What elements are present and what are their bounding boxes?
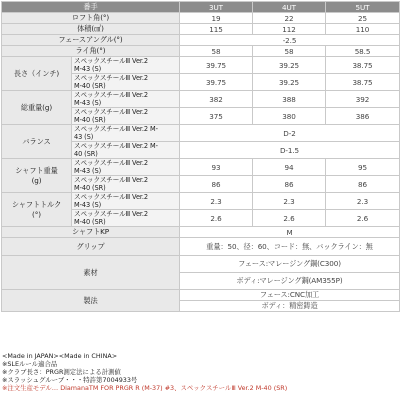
volume-4ut: 112: [253, 24, 326, 35]
row-length-s: [2, 57, 400, 74]
manufacturing-body: ボディ：精密鋳造: [180, 301, 400, 312]
shaft-kp-label: シャフトKP: [2, 227, 180, 238]
label-line1: シャフト重量: [15, 166, 58, 175]
weight-s-3ut: 382: [180, 91, 253, 108]
shaft-name-line2: M-40 (SR): [74, 184, 106, 192]
weight-shaft-s: [72, 91, 180, 108]
weight-s-5ut: 392: [326, 91, 400, 108]
material-body: ボディ:マレージング鋼(AM355P): [180, 273, 400, 290]
shaft-name-line1: スペックスチールⅢ Ver.2: [74, 108, 149, 116]
sle-note: ※SLEルール適合品: [2, 360, 58, 369]
label-line1: シャフトトルク: [11, 200, 62, 209]
header-model-5ut: 5UT: [326, 2, 400, 13]
shaft-torque-s-4ut: 2.3: [253, 193, 326, 210]
lie-label: ライ角(°): [2, 46, 180, 57]
measure-note: ※クラブ長さ：PRGR測定法による計測値: [2, 368, 121, 377]
row-grip: [2, 238, 400, 256]
row-weight-s: [2, 91, 400, 108]
label-line2: (g): [31, 176, 42, 185]
weight-sr-5ut: 386: [326, 108, 400, 125]
shaft-name-line1: スペックスチールⅢ Ver.2 M-: [74, 142, 158, 150]
shaft-weight-shaft-sr: [72, 176, 180, 193]
volume-3ut: 115: [180, 24, 253, 35]
custom-order-note: ※注文生産モデル… DiamanaTM FOR PRGR R (M-37) #3、スペックスチールⅢ Ver.2 M-40 (SR): [2, 384, 288, 393]
balance-sr-value: D-1.5: [180, 142, 400, 159]
shaft-name-line2: M-43 (S): [74, 99, 102, 107]
shaft-torque-sr-4ut: 2.6: [253, 210, 326, 227]
shaft-name-line2: M-40 (SR): [74, 218, 106, 226]
length-shaft-sr: [72, 74, 180, 91]
shaft-weight-sr-5ut: 86: [326, 176, 400, 193]
volume-5ut: 110: [326, 24, 400, 35]
length-s-4ut: 39.25: [253, 57, 326, 74]
footnotes: [2, 352, 398, 392]
shaft-name-line2: 40 (SR): [74, 150, 98, 158]
grip-value: 重量：50、径：60、コード：無、バックライン：無: [180, 238, 400, 256]
balance-s-value: D-2: [180, 125, 400, 142]
length-label: 長さ（インチ): [2, 57, 72, 91]
shaft-name-line1: スペックスチールⅢ Ver.2: [74, 159, 149, 167]
manufacturing-label: 製法: [2, 290, 180, 312]
length-s-5ut: 38.75: [326, 57, 400, 74]
shaft-name-line1: スペックスチールⅢ Ver.2: [74, 57, 149, 65]
patent-note: ※スラッシュグルーブ・・・特許第7004933号: [2, 376, 138, 385]
row-shaft-weight-s: [2, 159, 400, 176]
shaft-weight-sr-3ut: 86: [180, 176, 253, 193]
weight-shaft-sr: [72, 108, 180, 125]
shaft-name-line2: 43 (S): [74, 133, 94, 141]
shaft-torque-sr-3ut: 2.6: [180, 210, 253, 227]
manufacturing-face: フェース:CNC加工: [180, 290, 400, 301]
weight-sr-4ut: 380: [253, 108, 326, 125]
shaft-kp-value: M: [180, 227, 400, 238]
shaft-name-line1: スペックスチールⅢ Ver.2: [74, 193, 149, 201]
shaft-name-line1: スペックスチールⅢ Ver.2: [74, 74, 149, 82]
row-shaft-torque-s: [2, 193, 400, 210]
material-label: 素材: [2, 256, 180, 290]
grip-label: グリップ: [2, 238, 180, 256]
shaft-torque-s-5ut: 2.3: [326, 193, 400, 210]
shaft-torque-shaft-sr: [72, 210, 180, 227]
weight-sr-3ut: 375: [180, 108, 253, 125]
spec-table: [1, 1, 400, 312]
shaft-name-line2: M-40 (SR): [74, 82, 106, 90]
balance-shaft-sr: [72, 142, 180, 159]
weight-label: 総重量(g): [2, 91, 72, 125]
loft-4ut: 22: [253, 13, 326, 24]
row-manufacturing-1: [2, 290, 400, 301]
length-sr-4ut: 39.25: [253, 74, 326, 91]
shaft-weight-s-3ut: 93: [180, 159, 253, 176]
face-angle-value: -2.5: [180, 35, 400, 46]
shaft-name-line2: M-43 (S): [74, 65, 102, 73]
row-balance-s: [2, 125, 400, 142]
shaft-name-line2: M-43 (S): [74, 201, 102, 209]
shaft-weight-sr-4ut: 86: [253, 176, 326, 193]
shaft-name-line2: M-43 (S): [74, 167, 102, 175]
shaft-name-line1: スペックスチールⅢ Ver.2: [74, 91, 149, 99]
length-sr-3ut: 39.75: [180, 74, 253, 91]
row-loft: [2, 13, 400, 24]
balance-label: バランス: [2, 125, 72, 159]
loft-3ut: 19: [180, 13, 253, 24]
loft-5ut: 25: [326, 13, 400, 24]
length-s-3ut: 39.75: [180, 57, 253, 74]
shaft-name-line1: スペックスチールⅢ Ver.2 M-: [74, 125, 158, 133]
shaft-weight-label: [2, 159, 72, 193]
face-angle-label: フェースアングル(°): [2, 35, 180, 46]
header-row: [2, 2, 400, 13]
made-in-note: <Made in JAPAN><Made in CHINA>: [2, 352, 118, 360]
header-model-3ut: 3UT: [180, 2, 253, 13]
lie-3ut: 58: [180, 46, 253, 57]
shaft-name-line2: M-40 (SR): [74, 116, 106, 124]
material-face: フェース:マレージング鋼(C300): [180, 256, 400, 273]
shaft-torque-label: [2, 193, 72, 227]
lie-4ut: 58: [253, 46, 326, 57]
loft-label: ロフト角(°): [2, 13, 180, 24]
volume-label: 体積(㎤): [2, 24, 180, 35]
row-lie: [2, 46, 400, 57]
shaft-weight-shaft-s: [72, 159, 180, 176]
shaft-weight-s-4ut: 94: [253, 159, 326, 176]
balance-shaft-s: [72, 125, 180, 142]
row-material-1: [2, 256, 400, 273]
row-face-angle: [2, 35, 400, 46]
shaft-torque-sr-5ut: 2.6: [326, 210, 400, 227]
row-volume: [2, 24, 400, 35]
shaft-weight-s-5ut: 95: [326, 159, 400, 176]
shaft-name-line1: スペックスチールⅢ Ver.2: [74, 176, 149, 184]
weight-s-4ut: 388: [253, 91, 326, 108]
shaft-torque-shaft-s: [72, 193, 180, 210]
length-sr-5ut: 38.75: [326, 74, 400, 91]
row-shaft-kp: [2, 227, 400, 238]
shaft-name-line1: スペックスチールⅢ Ver.2: [74, 210, 149, 218]
shaft-torque-s-3ut: 2.3: [180, 193, 253, 210]
length-shaft-s: [72, 57, 180, 74]
label-line2: (°): [32, 210, 41, 219]
header-model-4ut: 4UT: [253, 2, 326, 13]
header-model-label: 番手: [2, 2, 180, 13]
lie-5ut: 58.5: [326, 46, 400, 57]
